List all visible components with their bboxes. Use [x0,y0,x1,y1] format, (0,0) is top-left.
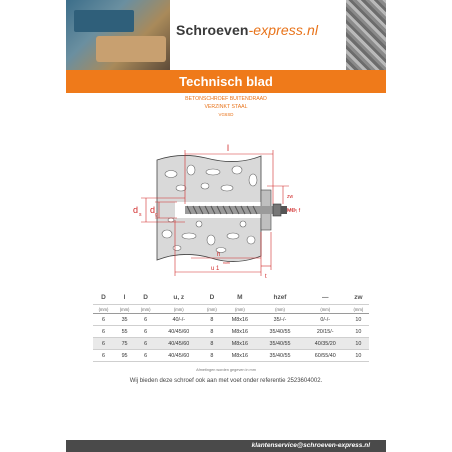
contact-email-link[interactable]: klantenservice@schroeven-express.nl [251,442,370,449]
table-symbol-row [93,290,369,305]
logo[interactable] [176,22,318,38]
table-cell: 95 [114,350,135,362]
col-unit: (mm) [135,305,156,314]
table-cell: 55 [114,326,135,338]
table-cell: 10 [348,350,369,362]
col-unit: (mm) [156,305,201,314]
table-cell: M8x16 [222,314,257,326]
table-cell: M8x16 [222,326,257,338]
table-cell: 6 [135,326,156,338]
product-line-2: VERZINKT STAAL [204,104,248,110]
table-cell: 40/35/20 [303,338,348,350]
spec-table [93,290,369,362]
col-symbol: D [135,290,156,305]
col-unit: (mm) [114,305,135,314]
col-symbol: D [201,290,222,305]
table-cell: M8x16 [222,350,257,362]
tools-photo [66,0,170,70]
col-symbol: D [93,290,114,305]
label-t: t [265,274,267,280]
logo-extension: -express.nl [248,22,319,38]
label-dg: d [150,205,156,215]
table-cell: 10 [348,314,369,326]
label-ds-sub: s [139,212,142,218]
table-cell: M8x16 [222,338,257,350]
units-note: Afmetingen worden gegeven in mm [196,368,256,372]
table-row [93,350,369,362]
table-cell: 10 [348,338,369,350]
col-symbol: u, z [156,290,201,305]
table-unit-row [93,305,369,314]
table-cell: 6 [93,314,114,326]
col-symbol: M [222,290,257,305]
table-cell: 35/40/55 [257,338,302,350]
col-unit: (mm) [222,305,257,314]
table-cell: 60/55/40 [303,350,348,362]
table-cell: 35/-/- [257,314,302,326]
table-cell: 10 [348,326,369,338]
screw-shaft [185,206,273,214]
table-cell: 40/45/60 [156,350,201,362]
col-symbol: l [114,290,135,305]
label-dg-sub: g [155,212,158,218]
table-cell: 40/45/60 [156,326,201,338]
label-u1: u 1 [211,266,220,272]
header-banner [66,0,386,93]
col-unit: (mm) [201,305,222,314]
table-row [93,338,369,350]
logo-area [170,0,346,70]
product-code: VG6SD [218,112,234,117]
col-symbol: — [303,290,348,305]
col-unit: (mm) [348,305,369,314]
col-symbol: zw [348,290,369,305]
table-cell: 8 [201,350,222,362]
table-cell: 0/-/- [303,314,348,326]
col-unit: (mm) [257,305,302,314]
table-cell: 6 [135,350,156,362]
screws-photo [346,0,386,70]
label-ds: d [133,205,139,215]
table-cell: 40/45/60 [156,338,201,350]
label-h-sub: nom [223,261,230,265]
footer-bar [66,440,386,452]
label-h: h [217,252,221,258]
screw-diagram [111,140,303,282]
label-zw: zw [287,194,294,200]
col-unit: (mm) [303,305,348,314]
col-unit: (mm) [93,305,114,314]
logo-name: Schroeven [176,22,249,38]
table-cell: 6 [135,338,156,350]
table-cell: 6 [93,350,114,362]
table-cell: 6 [93,326,114,338]
table-cell: 35/40/55 [257,326,302,338]
col-symbol: hzef [257,290,302,305]
table-cell: 35 [114,314,135,326]
table-cell: 6 [93,338,114,350]
table-cell: 6 [135,314,156,326]
screw-head [273,204,281,216]
label-l: l [227,143,229,153]
reference-text: Wij bieden deze schroef ook aan met voet onder referentie 2523604002. [129,378,323,384]
table-row [93,326,369,338]
product-line-1: BETONSCHROEF BUITENDRAAD [185,96,267,102]
table-cell: 8 [201,314,222,326]
label-md-f: MD, f [287,208,301,214]
table-row [93,314,369,326]
table-cell: 35/40/55 [257,350,302,362]
table-cell: 20/15/- [303,326,348,338]
table-cell: 8 [201,326,222,338]
table-cell: 40/-/- [156,314,201,326]
page-title: Technisch blad [179,74,273,89]
table-cell: 8 [201,338,222,350]
table-cell: 75 [114,338,135,350]
